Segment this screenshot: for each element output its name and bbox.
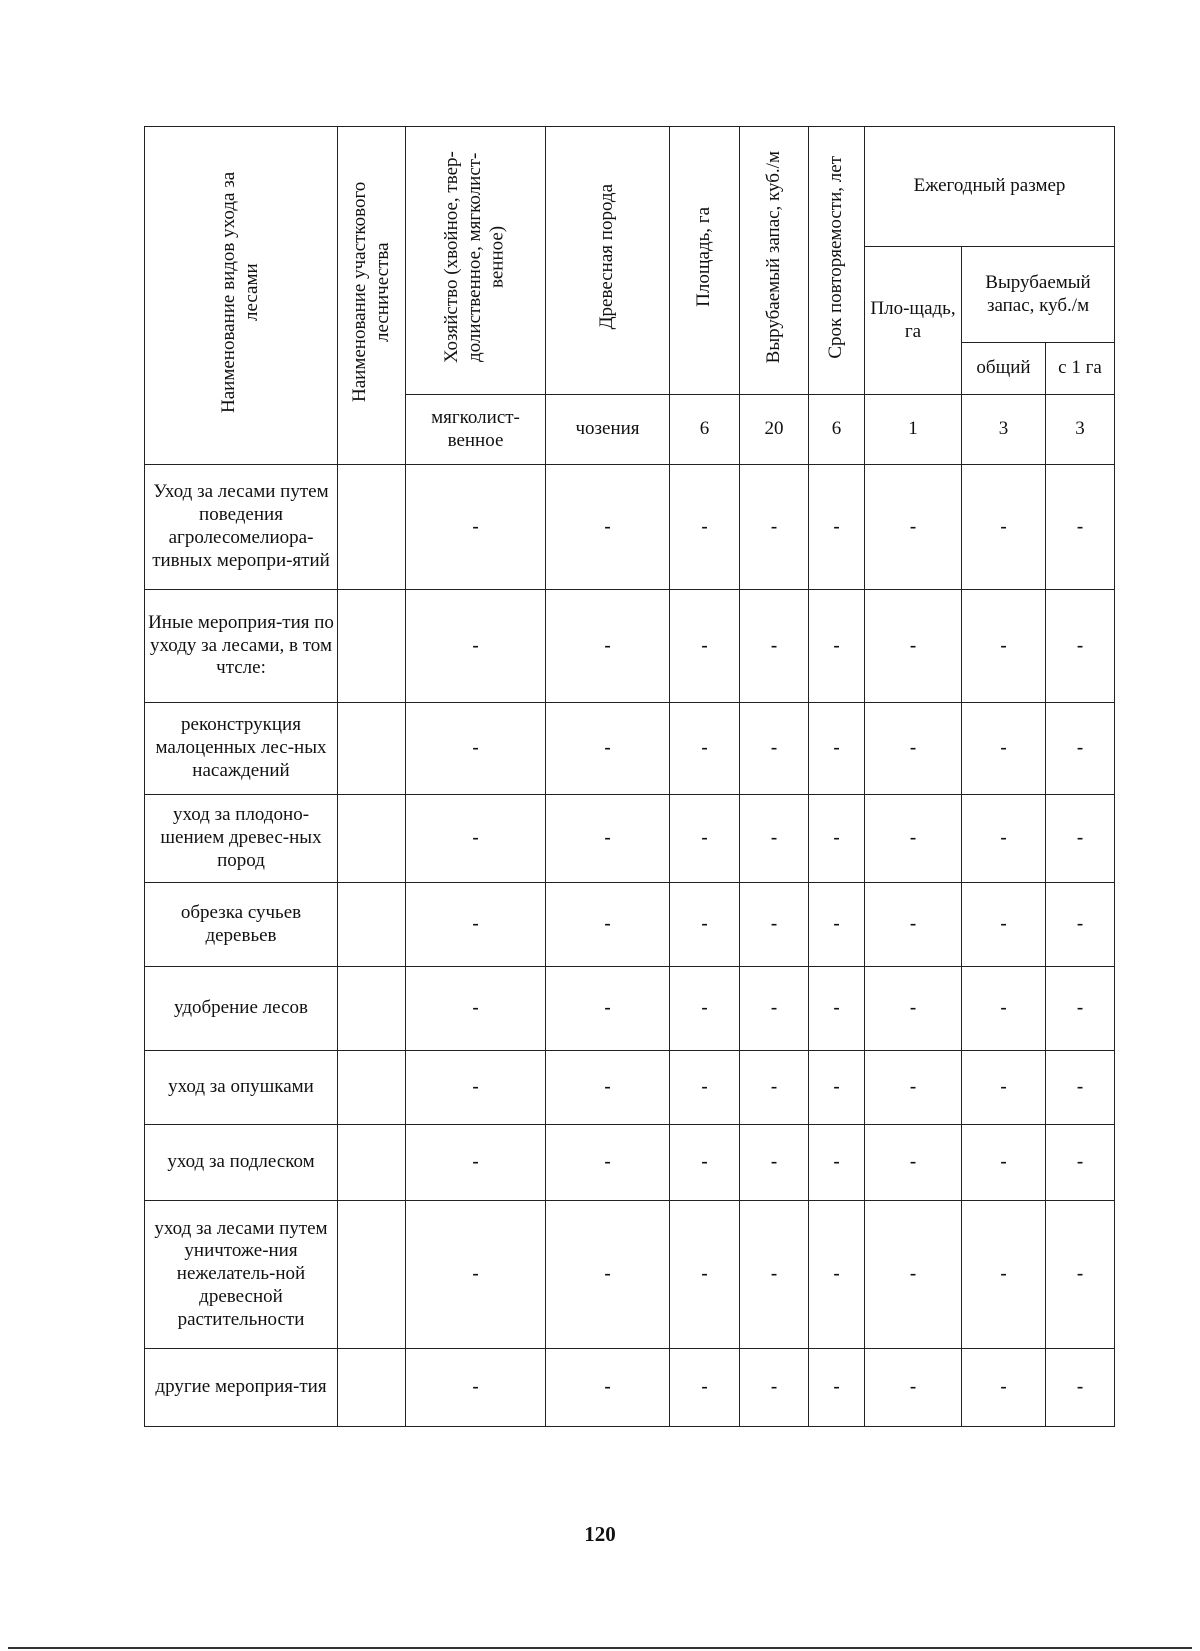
cell: - xyxy=(1046,1201,1115,1349)
row-label: уход за лесами путем уничтоже-ния нежелатель-ной древесной растительности xyxy=(145,1201,338,1349)
table-row xyxy=(145,1125,1115,1201)
row-label: Уход за лесами путем поведения агролесомелиора-тивных меропри-ятий xyxy=(145,465,338,590)
cell: - xyxy=(670,1051,740,1125)
cell: - xyxy=(809,795,865,883)
cell: - xyxy=(740,1201,809,1349)
cell: - xyxy=(406,1349,546,1427)
cell: - xyxy=(809,883,865,967)
header-forestry: Наименование участкового лесничества xyxy=(338,127,406,465)
cell: - xyxy=(865,465,962,590)
cell: - xyxy=(546,883,670,967)
cell: - xyxy=(670,883,740,967)
cell: - xyxy=(406,590,546,703)
cell: - xyxy=(740,1349,809,1427)
cell: - xyxy=(406,967,546,1051)
table-row xyxy=(145,703,1115,795)
cell-annual-volume-per-ha: 3 xyxy=(1046,395,1115,465)
cell-period: 6 xyxy=(809,395,865,465)
table-row xyxy=(145,465,1115,590)
cell-forestry xyxy=(338,1201,406,1349)
cell: - xyxy=(546,1349,670,1427)
cell: - xyxy=(865,967,962,1051)
table-row xyxy=(145,590,1115,703)
cell: - xyxy=(865,703,962,795)
header-volume: Вырубаемый запас, куб./м xyxy=(740,127,809,395)
row-label: Иные мероприя-тия по уходу за лесами, в том чтсле: xyxy=(145,590,338,703)
header-annual-volume: Вырубаемый запас, куб./м xyxy=(962,247,1115,343)
table-row xyxy=(145,795,1115,883)
cell-forestry xyxy=(338,1125,406,1201)
cell: - xyxy=(406,1125,546,1201)
cell-forestry xyxy=(338,795,406,883)
header-species: Древесная порода xyxy=(546,127,670,395)
row-label: уход за опушками xyxy=(145,1051,338,1125)
table-row xyxy=(145,1051,1115,1125)
cell: - xyxy=(1046,967,1115,1051)
cell: - xyxy=(809,967,865,1051)
cell: - xyxy=(962,1201,1046,1349)
header-area: Площадь, га xyxy=(670,127,740,395)
cell: - xyxy=(670,465,740,590)
cell: - xyxy=(1046,1349,1115,1427)
cell-forestry xyxy=(338,590,406,703)
cell: - xyxy=(546,703,670,795)
cell: - xyxy=(1046,703,1115,795)
cell-forestry xyxy=(338,703,406,795)
cell-area: 6 xyxy=(670,395,740,465)
cell-annual-volume-total: 3 xyxy=(962,395,1046,465)
cell: - xyxy=(670,795,740,883)
cell-farm: мягколист-венное xyxy=(406,395,546,465)
table-row xyxy=(145,883,1115,967)
table-row xyxy=(145,1349,1115,1427)
header-annual-volume-total: общий xyxy=(962,343,1046,395)
cell: - xyxy=(962,795,1046,883)
cell: - xyxy=(1046,883,1115,967)
cell: - xyxy=(865,590,962,703)
header-annual-area: Пло-щадь, га xyxy=(865,247,962,395)
cell: - xyxy=(962,1051,1046,1125)
row-label: реконструкция малоценных лес-ных насаждений xyxy=(145,703,338,795)
cell: - xyxy=(809,1051,865,1125)
cell: - xyxy=(740,1125,809,1201)
cell: - xyxy=(865,795,962,883)
cell: - xyxy=(865,1201,962,1349)
cell: - xyxy=(1046,465,1115,590)
cell-species: чозения xyxy=(546,395,670,465)
row-label: уход за плодоно-шением древес-ных пород xyxy=(145,795,338,883)
row-label: обрезка сучьев деревьев xyxy=(145,883,338,967)
header-period: Срок повторяемости, лет xyxy=(809,127,865,395)
cell: - xyxy=(740,590,809,703)
bottom-rule xyxy=(8,1647,1192,1649)
cell: - xyxy=(962,590,1046,703)
cell: - xyxy=(546,1201,670,1349)
cell: - xyxy=(962,883,1046,967)
row-label: уход за подлеском xyxy=(145,1125,338,1201)
cell: - xyxy=(865,883,962,967)
cell: - xyxy=(670,1125,740,1201)
cell-forestry xyxy=(338,1051,406,1125)
cell: - xyxy=(406,465,546,590)
cell: - xyxy=(740,1051,809,1125)
cell: - xyxy=(546,795,670,883)
cell: - xyxy=(1046,795,1115,883)
cell-forestry xyxy=(338,465,406,590)
cell: - xyxy=(546,1051,670,1125)
cell: - xyxy=(670,1201,740,1349)
cell: - xyxy=(809,1201,865,1349)
cell-forestry xyxy=(338,883,406,967)
cell: - xyxy=(406,795,546,883)
table-row xyxy=(145,1201,1115,1349)
cell: - xyxy=(962,1349,1046,1427)
cell: - xyxy=(740,703,809,795)
cell: - xyxy=(962,703,1046,795)
row-label: удобрение лесов xyxy=(145,967,338,1051)
cell: - xyxy=(1046,1051,1115,1125)
cell-volume: 20 xyxy=(740,395,809,465)
cell: - xyxy=(1046,590,1115,703)
table-row xyxy=(145,967,1115,1051)
cell: - xyxy=(670,967,740,1051)
cell: - xyxy=(962,967,1046,1051)
page-number: 120 xyxy=(584,1522,616,1546)
cell: - xyxy=(546,1125,670,1201)
cell: - xyxy=(406,883,546,967)
cell: - xyxy=(865,1125,962,1201)
cell: - xyxy=(670,703,740,795)
cell: - xyxy=(406,1051,546,1125)
cell: - xyxy=(546,590,670,703)
header-annual: Ежегодный размер xyxy=(865,127,1115,247)
cell: - xyxy=(406,1201,546,1349)
cell: - xyxy=(809,703,865,795)
header-farm: Хозяйство (хвойное, твер-долиственное, мягколист-венное) xyxy=(406,127,546,395)
cell: - xyxy=(740,883,809,967)
cell: - xyxy=(670,1349,740,1427)
cell-forestry xyxy=(338,1349,406,1427)
header-care-type: Наименование видов ухода за лесами xyxy=(145,127,338,465)
cell: - xyxy=(740,967,809,1051)
cell: - xyxy=(809,465,865,590)
cell: - xyxy=(740,465,809,590)
cell: - xyxy=(865,1349,962,1427)
cell: - xyxy=(406,703,546,795)
cell: - xyxy=(546,465,670,590)
cell-annual-area: 1 xyxy=(865,395,962,465)
cell: - xyxy=(809,1349,865,1427)
cell: - xyxy=(809,590,865,703)
forest-care-table xyxy=(144,126,1115,1427)
cell: - xyxy=(1046,1125,1115,1201)
cell: - xyxy=(670,590,740,703)
cell: - xyxy=(740,795,809,883)
cell: - xyxy=(809,1125,865,1201)
header-annual-volume-per-ha: с 1 га xyxy=(1046,343,1115,395)
cell: - xyxy=(865,1051,962,1125)
cell: - xyxy=(962,1125,1046,1201)
cell: - xyxy=(962,465,1046,590)
cell-forestry xyxy=(338,967,406,1051)
cell: - xyxy=(546,967,670,1051)
row-label: другие мероприя-тия xyxy=(145,1349,338,1427)
